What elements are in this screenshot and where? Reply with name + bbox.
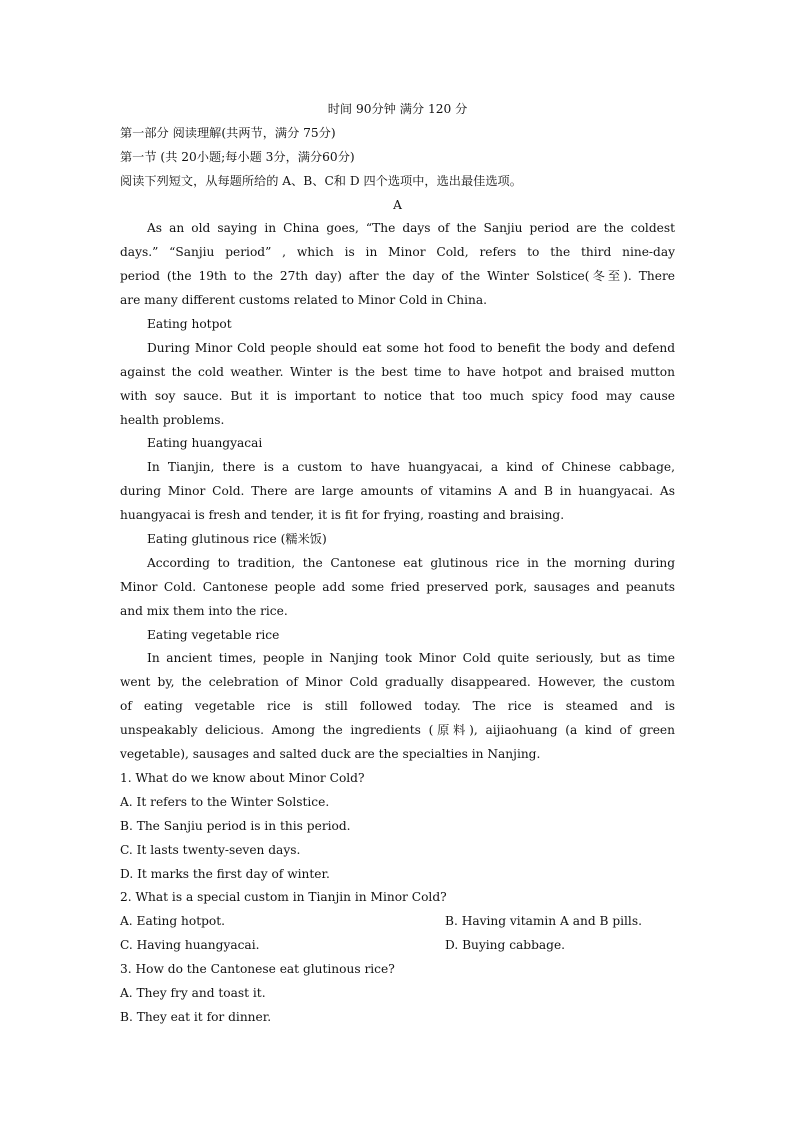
paragraph-line: In ancient times, people in Nanjing took Minor Cold quite seriously, but as time [147, 651, 675, 666]
intro-line: period (the 19th to the 27th day) after the day of the Winter Solstice(冬至). There [120, 269, 675, 284]
question-2-option-d: D. Buying cabbage. [445, 938, 566, 953]
paragraph-line: and mix them into the rice. [120, 603, 288, 618]
paragraph-line: of eating vegetable rice is still followed today. The rice is steamed and is [120, 699, 675, 714]
passage-label: A [393, 197, 402, 212]
exam-time-line: 时间 90分钟 满分 120 分 [327, 102, 468, 116]
question-1-option-a: A. It refers to the Winter Solstice. [120, 794, 330, 809]
question-1-option-c: C. It lasts twenty-seven days. [120, 842, 301, 857]
paragraph-line: against the cold weather. Winter is the best time to have hotpot and braised mutton [120, 364, 675, 379]
intro-line: As an old saying in China goes, “The days of the Sanjiu period are the coldest [147, 221, 675, 236]
question-2-stem: 2. What is a special custom in Tianjin in Minor Cold? [120, 890, 447, 905]
paragraph-line: unspeakably delicious. Among the ingredients (原料), aijiaohuang (a kind of green [120, 723, 675, 738]
question-2-option-a: A. Eating hotpot. [120, 914, 226, 929]
paragraph-line: Minor Cold. Cantonese people add some fried preserved pork, sausages and peanuts [120, 579, 675, 594]
subheading-hotpot: Eating hotpot [147, 317, 232, 332]
question-2-option-c: C. Having huangyacai. [120, 938, 260, 953]
subheading-vegetable-rice: Eating vegetable rice [147, 627, 280, 642]
paragraph-line: during Minor Cold. There are large amounts of vitamins A and B in huangyacai. As [120, 484, 675, 499]
paragraph-line: with soy sauce. But it is important to notice that too much spicy food may cause [120, 388, 675, 403]
paragraph-line: went by, the celebration of Minor Cold gradually disappeared. However, the custom [120, 675, 675, 690]
question-1-option-d: D. It marks the first day of winter. [120, 866, 330, 881]
document-content [120, 98, 675, 1030]
paragraph-line: During Minor Cold people should eat some hot food to benefit the body and defend [147, 340, 675, 355]
question-2-option-b: B. Having vitamin A and B pills. [445, 914, 642, 929]
intro-line: are many different customs related to Minor Cold in China. [120, 293, 487, 308]
intro-line: days.” “Sanjiu period” , which is in Minor Cold, refers to the third nine-day [120, 245, 675, 260]
subheading-huangyacai: Eating huangyacai [147, 436, 263, 451]
instructions: 阅读下列短文，从每题所给的 A、B、C和 D 四个选项中，选出最佳选项。 [120, 173, 522, 188]
section-heading: 第一节 (共 20小题;每小题 3分，满分60分) [120, 149, 355, 164]
question-2-options-row [120, 910, 675, 934]
part-heading: 第一部分 阅读理解(共两节，满分 75分) [120, 125, 336, 140]
paragraph-line: health problems. [120, 412, 225, 427]
question-1-option-b: B. The Sanjiu period is in this period. [120, 818, 351, 833]
paragraph-line: In Tianjin, there is a custom to have huangyacai, a kind of Chinese cabbage, [147, 460, 675, 475]
question-3-option-b: B. They eat it for dinner. [120, 1009, 272, 1024]
paragraph-line: vegetable), sausages and salted duck are the specialties in Nanjing. [120, 747, 541, 762]
question-3-stem: 3. How do the Cantonese eat glutinous rice? [120, 962, 395, 977]
subheading-glutinous-rice: Eating glutinous rice (糯米饭) [147, 532, 327, 547]
paragraph-line: huangyacai is fresh and tender, it is fit for frying, roasting and braising. [120, 508, 565, 523]
question-1-stem: 1. What do we know about Minor Cold? [120, 770, 365, 785]
question-2-options-row [120, 934, 675, 958]
question-3-option-a: A. They fry and toast it. [120, 985, 266, 1000]
paragraph-line: According to tradition, the Cantonese eat glutinous rice in the morning during [147, 555, 675, 570]
